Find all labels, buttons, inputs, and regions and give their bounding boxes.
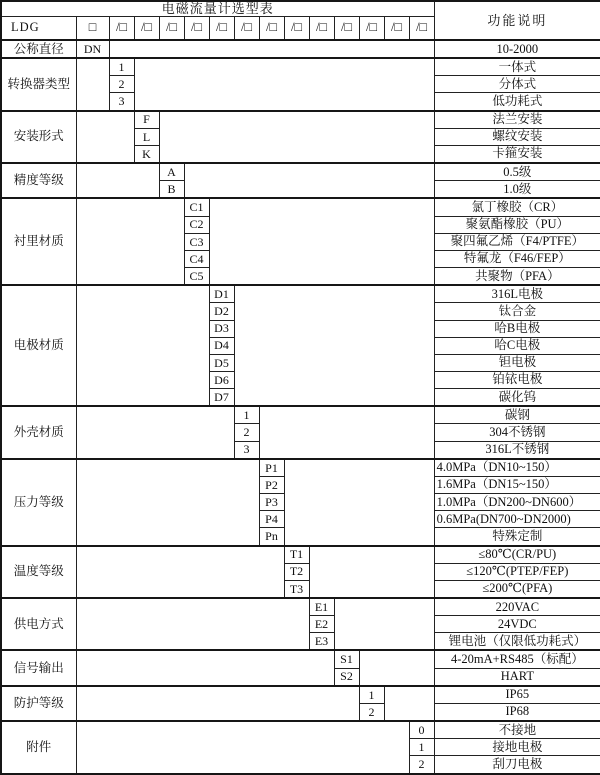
option-row bbox=[1, 58, 600, 76]
option-description: 低功耗式 bbox=[434, 93, 600, 111]
option-description: 哈C电极 bbox=[434, 337, 600, 354]
option-description: 304不锈钢 bbox=[434, 424, 600, 441]
option-row bbox=[1, 459, 600, 477]
option-code: C2 bbox=[184, 216, 209, 233]
model-box: /□ bbox=[359, 17, 384, 41]
option-code: F bbox=[134, 111, 159, 129]
option-code: C1 bbox=[184, 198, 209, 216]
option-code: 3 bbox=[234, 441, 259, 459]
option-code: A bbox=[159, 163, 184, 181]
option-row bbox=[1, 111, 600, 129]
option-description: IP65 bbox=[434, 686, 600, 704]
option-code: E3 bbox=[309, 633, 334, 651]
empty-cell bbox=[209, 198, 434, 285]
category-label: 供电方式 bbox=[1, 598, 76, 650]
model-box-dn: □ bbox=[76, 17, 109, 41]
option-code: L bbox=[134, 128, 159, 145]
empty-cell bbox=[76, 406, 234, 458]
option-code: 3 bbox=[109, 93, 134, 111]
option-code: C3 bbox=[184, 233, 209, 250]
option-description: 钽电极 bbox=[434, 354, 600, 371]
category-label: 安装形式 bbox=[1, 111, 76, 163]
option-code: T1 bbox=[284, 546, 309, 564]
option-description: 碳钢 bbox=[434, 406, 600, 424]
option-description: 螺纹安装 bbox=[434, 128, 600, 145]
option-row bbox=[1, 598, 600, 616]
option-code: 0 bbox=[409, 721, 434, 739]
model-box: /□ bbox=[334, 17, 359, 41]
model-box: /□ bbox=[409, 17, 434, 41]
option-code: B bbox=[159, 181, 184, 199]
option-code: D7 bbox=[209, 389, 234, 407]
table-title: 电磁流量计选型表 bbox=[1, 1, 434, 17]
option-description: 刮刀电极 bbox=[434, 756, 600, 774]
category-label: 转换器类型 bbox=[1, 58, 76, 110]
option-code: 1 bbox=[409, 739, 434, 756]
option-code: D5 bbox=[209, 354, 234, 371]
model-box: /□ bbox=[134, 17, 159, 41]
option-description: 一体式 bbox=[434, 58, 600, 76]
model-box: /□ bbox=[234, 17, 259, 41]
option-description: 1.6MPa（DN15~150） bbox=[434, 476, 600, 493]
option-description: 316L电极 bbox=[434, 285, 600, 303]
model-box: /□ bbox=[284, 17, 309, 41]
empty-cell bbox=[309, 546, 434, 598]
option-code: P1 bbox=[259, 459, 284, 477]
option-code: P4 bbox=[259, 511, 284, 528]
empty-cell bbox=[76, 546, 284, 598]
option-code: 1 bbox=[109, 58, 134, 76]
empty-cell bbox=[109, 40, 434, 58]
option-code: T3 bbox=[284, 580, 309, 598]
option-description: 4.0MPa（DN10~150） bbox=[434, 459, 600, 477]
option-row bbox=[1, 721, 600, 739]
option-description: 铂铱电极 bbox=[434, 371, 600, 388]
category-label: 附件 bbox=[1, 721, 76, 773]
option-description: 法兰安装 bbox=[434, 111, 600, 129]
diameter-row bbox=[1, 40, 600, 58]
option-code: K bbox=[134, 145, 159, 163]
model-box: /□ bbox=[309, 17, 334, 41]
option-code: C4 bbox=[184, 250, 209, 267]
option-code: 1 bbox=[359, 686, 384, 704]
option-description: 0.5级 bbox=[434, 163, 600, 181]
option-code: S1 bbox=[334, 650, 359, 668]
empty-cell bbox=[76, 598, 309, 650]
option-description: 接地电极 bbox=[434, 739, 600, 756]
model-box: /□ bbox=[259, 17, 284, 41]
category-label: 温度等级 bbox=[1, 546, 76, 598]
option-code: 2 bbox=[409, 756, 434, 774]
option-code: 2 bbox=[359, 703, 384, 721]
category-label: 电极材质 bbox=[1, 285, 76, 406]
option-code: P3 bbox=[259, 494, 284, 511]
option-code: E1 bbox=[309, 598, 334, 616]
option-code: Pn bbox=[259, 528, 284, 546]
option-code: 2 bbox=[234, 424, 259, 441]
option-row bbox=[1, 198, 600, 216]
empty-cell bbox=[76, 650, 334, 685]
option-code: 1 bbox=[234, 406, 259, 424]
option-row bbox=[1, 163, 600, 181]
option-code: 2 bbox=[109, 76, 134, 93]
empty-cell bbox=[76, 285, 209, 406]
option-description: ≤200℃(PFA) bbox=[434, 580, 600, 598]
option-description: 10-2000 bbox=[434, 40, 600, 58]
option-row bbox=[1, 650, 600, 668]
option-code: T2 bbox=[284, 563, 309, 580]
model-box: /□ bbox=[109, 17, 134, 41]
empty-cell bbox=[76, 459, 259, 546]
option-row bbox=[1, 285, 600, 303]
title-row bbox=[1, 1, 600, 17]
option-description: 不接地 bbox=[434, 721, 600, 739]
category-label: 外壳材质 bbox=[1, 406, 76, 458]
option-description: 聚氨酯橡胶（PU） bbox=[434, 216, 600, 233]
category-label: 精度等级 bbox=[1, 163, 76, 198]
category-label: 防护等级 bbox=[1, 686, 76, 721]
option-code: D3 bbox=[209, 320, 234, 337]
empty-cell bbox=[76, 58, 109, 110]
option-code: P2 bbox=[259, 476, 284, 493]
model-prefix: LDG bbox=[1, 17, 76, 41]
empty-cell bbox=[259, 406, 434, 458]
option-code: S2 bbox=[334, 668, 359, 686]
empty-cell bbox=[76, 163, 159, 198]
option-description: HART bbox=[434, 668, 600, 686]
option-description: 24VDC bbox=[434, 616, 600, 633]
option-description: 4-20mA+RS485（标配） bbox=[434, 650, 600, 668]
option-description: 特殊定制 bbox=[434, 528, 600, 546]
option-code: D4 bbox=[209, 337, 234, 354]
option-code: D1 bbox=[209, 285, 234, 303]
option-description: 1.0级 bbox=[434, 181, 600, 199]
option-code: E2 bbox=[309, 616, 334, 633]
function-column-header: 功能说明 bbox=[434, 1, 600, 40]
empty-cell bbox=[76, 721, 409, 773]
option-description: 0.6MPa(DN700~DN2000) bbox=[434, 511, 600, 528]
category-label: 压力等级 bbox=[1, 459, 76, 546]
model-box: /□ bbox=[209, 17, 234, 41]
option-code: D6 bbox=[209, 371, 234, 388]
option-description: 特氟龙（F46/FEP） bbox=[434, 250, 600, 267]
empty-cell bbox=[359, 650, 434, 685]
empty-cell bbox=[76, 198, 184, 285]
model-box: /□ bbox=[384, 17, 409, 41]
option-row bbox=[1, 406, 600, 424]
empty-cell bbox=[159, 111, 434, 163]
category-label: 衬里材质 bbox=[1, 198, 76, 285]
empty-cell bbox=[284, 459, 434, 546]
option-description: 共聚物（PFA） bbox=[434, 268, 600, 286]
option-description: ≤80℃(CR/PU) bbox=[434, 546, 600, 564]
option-description: 钛合金 bbox=[434, 303, 600, 320]
empty-cell bbox=[76, 111, 134, 163]
option-description: 锂电池（仅限低功耗式） bbox=[434, 633, 600, 651]
category-label: 信号输出 bbox=[1, 650, 76, 685]
option-row bbox=[1, 546, 600, 564]
option-description: 316L不锈钢 bbox=[434, 441, 600, 459]
model-box: /□ bbox=[159, 17, 184, 41]
option-description: 聚四氟乙烯（F4/PTFE） bbox=[434, 233, 600, 250]
option-description: 卡箍安装 bbox=[434, 145, 600, 163]
empty-cell bbox=[334, 598, 434, 650]
category-label: 公称直径 bbox=[1, 40, 76, 58]
option-description: 氯丁橡胶（CR） bbox=[434, 198, 600, 216]
option-code: D2 bbox=[209, 303, 234, 320]
option-description: 1.0MPa（DN200~DN600） bbox=[434, 494, 600, 511]
option-row bbox=[1, 686, 600, 704]
option-code: DN bbox=[76, 40, 109, 58]
empty-cell bbox=[134, 58, 434, 110]
option-description: IP68 bbox=[434, 703, 600, 721]
option-description: 哈B电极 bbox=[434, 320, 600, 337]
empty-cell bbox=[234, 285, 434, 406]
option-description: 碳化钨 bbox=[434, 389, 600, 407]
option-description: 分体式 bbox=[434, 76, 600, 93]
option-code: C5 bbox=[184, 268, 209, 286]
option-description: ≤120℃(PTEP/FEP) bbox=[434, 563, 600, 580]
option-description: 220VAC bbox=[434, 598, 600, 616]
model-box: /□ bbox=[184, 17, 209, 41]
empty-cell bbox=[184, 163, 434, 198]
